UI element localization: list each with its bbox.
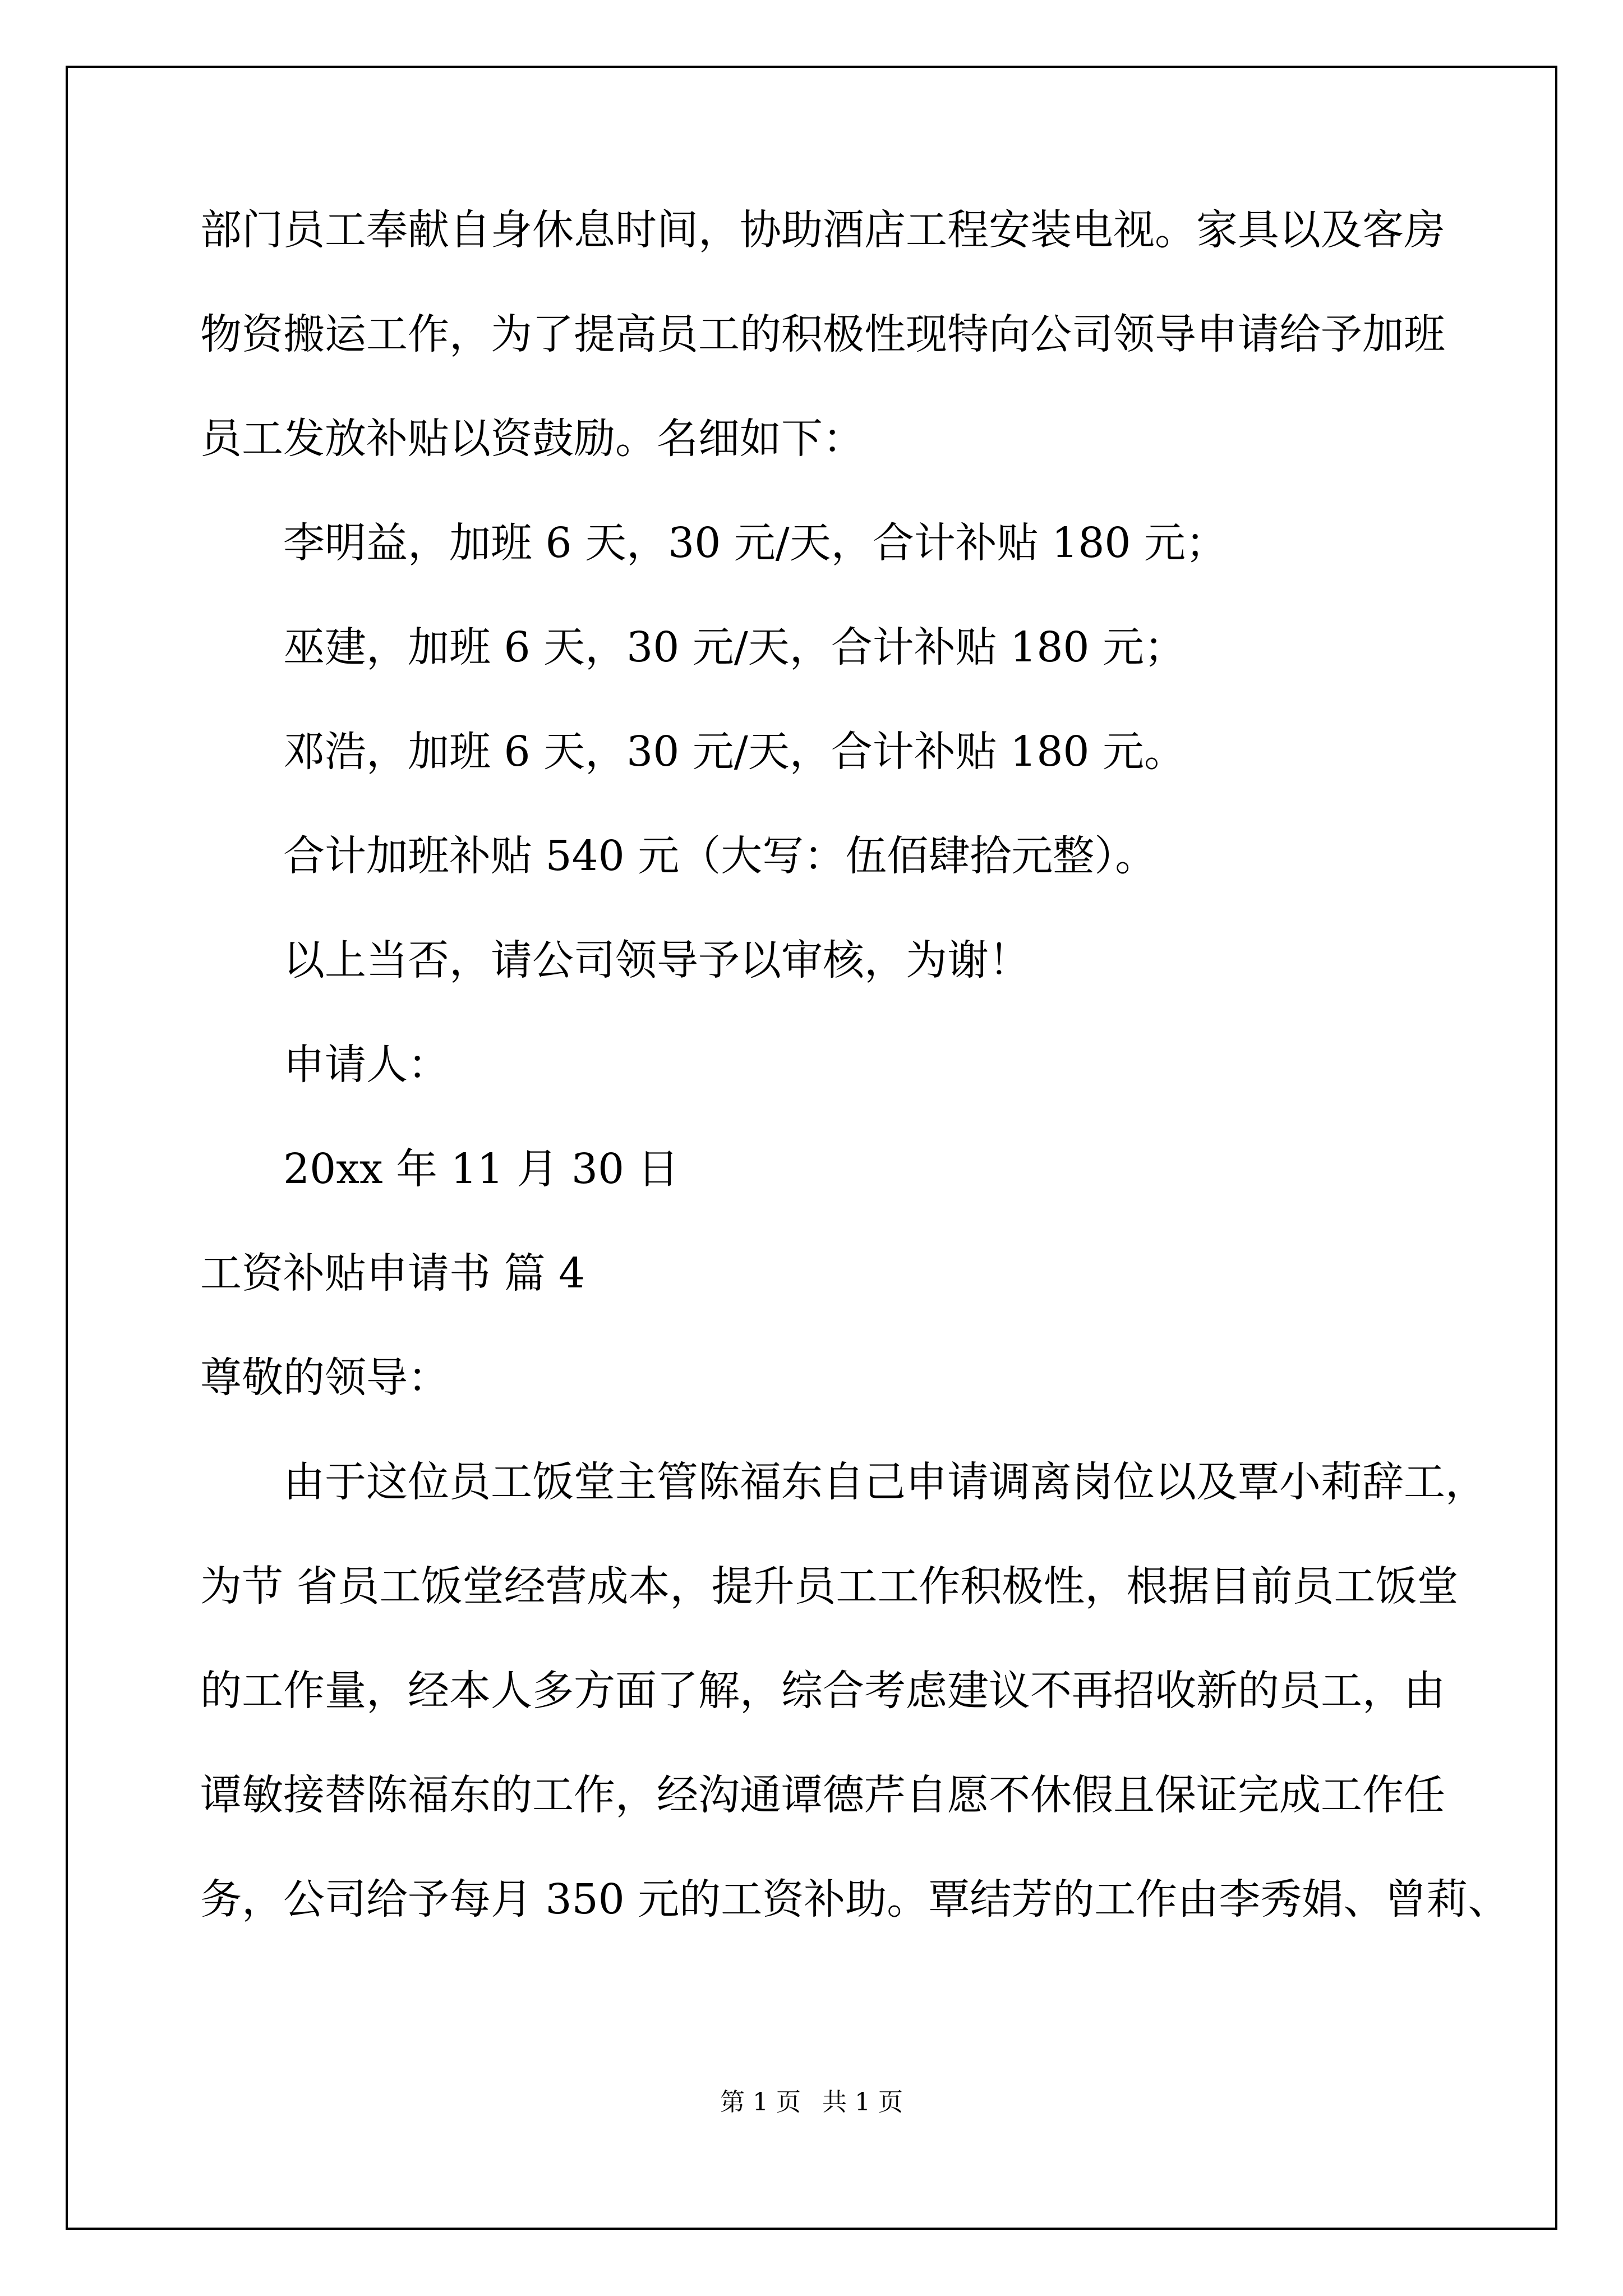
applicant-label: 申请人：: [283, 1041, 449, 1089]
salutation: 尊敬的领导：: [200, 1354, 449, 1402]
page-number: 第 1 页: [720, 2088, 801, 2116]
page-footer: [0, 2086, 1623, 2119]
paragraph-line: 为节 省员工饭堂经营成本，提升员工工作积极性，根据目前员工饭堂: [200, 1562, 1459, 1611]
paragraph-line: 物资搬运工作，为了提高员工的积极性现特向公司领导申请给予加班: [200, 310, 1445, 358]
overtime-entry-li-mingyi: 李明益，加班 6 天，30 元/天，合计补贴 180 元；: [283, 519, 1228, 567]
paragraph-line: 员工发放补贴以资鼓励。名细如下：: [200, 415, 864, 463]
page-total: 共 1 页: [822, 2088, 903, 2116]
date-line: 20xx 年 11 月 30 日: [283, 1145, 679, 1193]
paragraph-line: 部门员工奉献自身休息时间，协助酒店工程安装电视。家具以及客房: [200, 206, 1445, 254]
overtime-entry-deng-hao: 邓浩，加班 6 天，30 元/天，合计补贴 180 元。: [283, 728, 1186, 776]
paragraph-line: 的工作量，经本人多方面了解，综合考虑建议不再招收新的员工，由: [200, 1667, 1445, 1715]
closing-request: 以上当否，请公司领导予以审核，为谢！: [283, 936, 1030, 984]
paragraph-line: 谭敏接替陈福东的工作，经沟通谭德芹自愿不休假且保证完成工作任: [200, 1771, 1445, 1819]
overtime-entry-wu-jian: 巫建，加班 6 天，30 元/天，合计补贴 180 元；: [283, 623, 1186, 671]
paragraph-line: 由于这位员工饭堂主管陈福东自己申请调离岗位以及覃小莉辞工，: [283, 1458, 1487, 1506]
section-heading: 工资补贴申请书 篇 4: [200, 1249, 585, 1297]
paragraph-line: 务，公司给予每月 350 元的工资补助。覃结芳的工作由李秀娟、曾莉、: [200, 1875, 1510, 1924]
overtime-total: 合计加班补贴 540 元（大写：伍佰肆拾元整）。: [283, 832, 1157, 880]
